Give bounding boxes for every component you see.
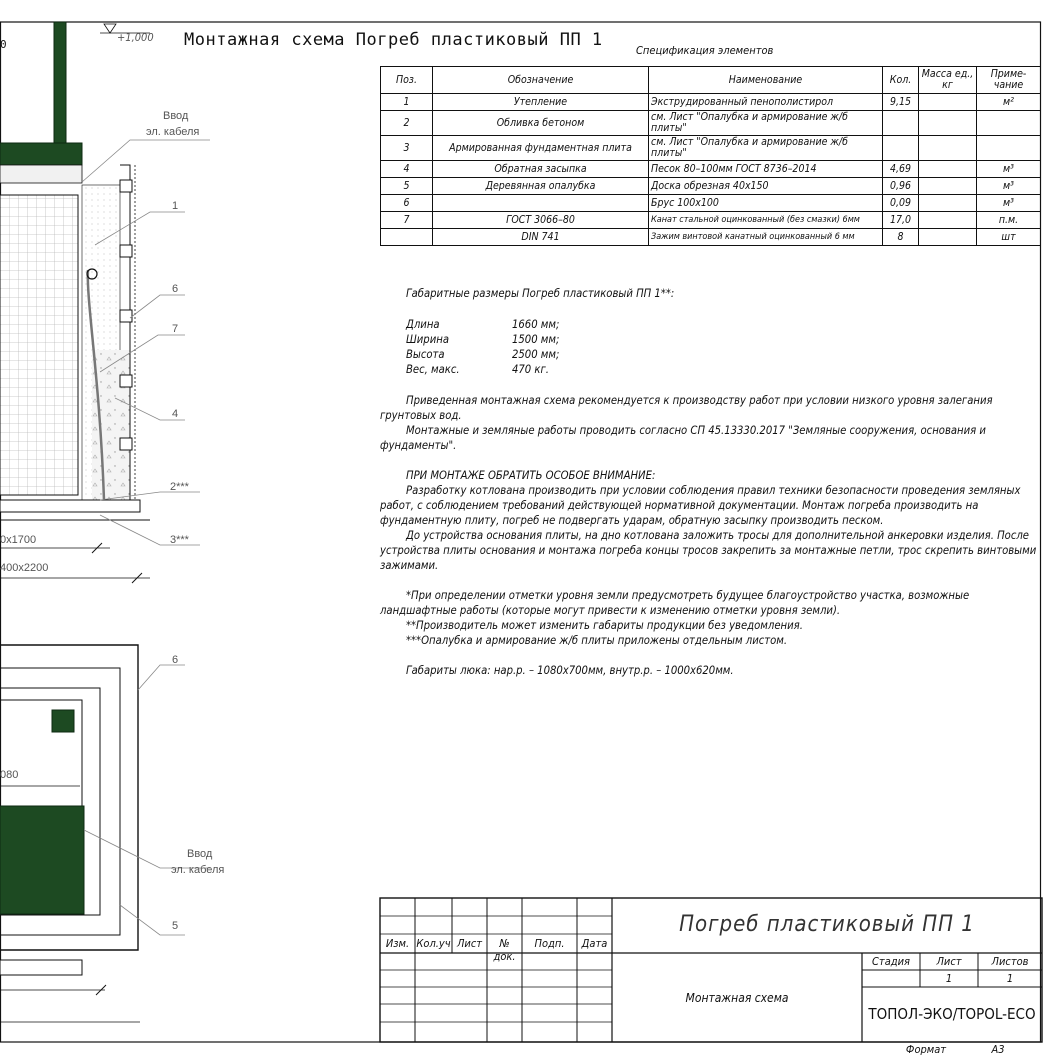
dims-key: Длина (406, 318, 440, 331)
spec-qty (883, 136, 919, 161)
spec-name: Зажим винтовой канатный оцинкованный 6 мм (649, 229, 883, 246)
dims-item (406, 347, 1040, 362)
dims-list (406, 317, 1040, 377)
dims-key: Вес, макс. (406, 363, 460, 376)
level-mark: +1,000 (117, 31, 154, 44)
spec-pos: 2 (381, 111, 433, 136)
spec-qty: 17,0 (883, 212, 919, 229)
label-cable: эл. кабеля (146, 126, 200, 138)
stamp-head: Дата (581, 937, 608, 950)
spec-code: Обратная засыпка (433, 161, 649, 178)
spec-name: Экструдированный пенополистирол (649, 94, 883, 111)
sheet-header: Лист (936, 955, 962, 968)
spec-note (977, 136, 1041, 161)
vent-pipe-plan (52, 710, 74, 732)
note-paragraph: Разработку котлована производить при условии соблюдения правил техники безопасности проведения земляных работ, с соблюдением требований действующей нормативной документации. Монтаж погреба производить на фундаментную плиту, погреб не подвергать ударам, обратную засыпку производить песком. (380, 484, 1021, 527)
hatch-dimensions: Габариты люка: нар.р. – 1080х700мм, внутр.р. – 1000х620мм. (406, 664, 734, 677)
spec-mass (919, 111, 977, 136)
stamp-head: Кол.уч (416, 937, 451, 950)
spec-pos: 5 (381, 178, 433, 195)
spec-header: Масса ед., кг (919, 67, 977, 94)
spec-mass (919, 178, 977, 195)
section-view (0, 22, 210, 583)
dims-value: 2500 мм; (512, 348, 560, 361)
footnote: ***Опалубка и армирование ж/б плиты приложены отдельным листом. (406, 634, 788, 647)
callout-3: 3*** (170, 534, 189, 546)
sand-backfill (92, 350, 130, 500)
stamp-head: Изм. (385, 937, 410, 950)
spec-code: DIN 741 (433, 229, 649, 246)
spec-row (381, 195, 1041, 212)
sheet-title: Монтажная схема (685, 991, 789, 1005)
spec-row (381, 136, 1041, 161)
spec-note: м³ (977, 195, 1041, 212)
spec-qty: 9,15 (883, 94, 919, 111)
vent-pipe (54, 22, 66, 144)
spec-name: см. Лист "Опалубка и армирование ж/б плиты" (649, 136, 883, 161)
cellar-body (0, 195, 78, 495)
spec-pos (381, 229, 433, 246)
spec-note: шт (977, 229, 1041, 246)
spec-note: м³ (977, 178, 1041, 195)
spec-code: Утепление (433, 94, 649, 111)
dims-key: Ширина (406, 333, 449, 346)
spec-header: Наименование (649, 67, 883, 94)
spec-header: Обозначение (433, 67, 649, 94)
spec-mass (919, 212, 977, 229)
callout-6: 6 (172, 283, 179, 295)
spec-mass (919, 161, 977, 178)
spec-row (381, 161, 1041, 178)
dims-value: 1660 мм; (512, 318, 560, 331)
stamp-head: № док. (493, 937, 516, 963)
format-value: А3 (991, 1043, 1005, 1056)
callout-5-plan: 5 (172, 920, 179, 932)
footnote: **Производитель может изменить габариты продукции без уведомления. (406, 619, 803, 632)
spec-name: Песок 80–100мм ГОСТ 8736–2014 (649, 161, 883, 178)
spec-qty: 0,09 (883, 195, 919, 212)
spec-code: Армированная фундаментная плита (433, 136, 649, 161)
spec-qty (883, 111, 919, 136)
spec-pos: 1 (381, 94, 433, 111)
spec-pos: 7 (381, 212, 433, 229)
spec-qty: 0,96 (883, 178, 919, 195)
organization: ТОПОЛ-ЭКО/TOPOL-ECO (868, 1005, 1036, 1023)
spec-mass (919, 229, 977, 246)
dims-item (406, 362, 1040, 377)
sheet-number: 1 (945, 972, 953, 985)
spec-header: Кол. (883, 67, 919, 94)
dim-label-1: 0x1700 (0, 534, 37, 546)
callout-7: 7 (172, 323, 179, 335)
footnote: *При определении отметки уровня земли предусмотреть будущее благоустройство участка, возможные ландшафтные работы (которые могут привести к изменению отметки уровня земли). (380, 589, 970, 617)
label-vvod-plan: Ввод (187, 848, 213, 860)
spec-code: Деревянная опалубка (433, 178, 649, 195)
spec-mass (919, 195, 977, 212)
label-cable-plan: эл. кабеля (171, 864, 225, 876)
note-paragraph: Приведенная монтажная схема рекомендуется к производству работ при условии низкого уровня залегания грунтовых вод. (380, 394, 993, 422)
spec-note: м² (977, 94, 1041, 111)
label-vvod: Ввод (163, 110, 189, 122)
dims-key: Высота (406, 348, 445, 361)
spec-code: ГОСТ 3066–80 (433, 212, 649, 229)
spec-pos: 3 (381, 136, 433, 161)
attention-heading: ПРИ МОНТАЖЕ ОБРАТИТЬ ОСОБОЕ ВНИМАНИЕ: (406, 469, 656, 482)
callout-4: 4 (172, 408, 179, 420)
spec-header: Поз. (381, 67, 433, 94)
spec-note: п.м. (977, 212, 1041, 229)
note-paragraph: До устройства основания плиты, на дно котлована заложить тросы для дополнительной анкеровки изделия. После устройства плиты основания и монтажа погреба концы тросов закрепить за монтажные петли, трос скрепить винтовыми зажимами. (380, 529, 1037, 572)
dims-value: 470 кг. (512, 363, 549, 376)
spec-pos: 4 (381, 161, 433, 178)
dims-value: 1500 мм; (512, 333, 560, 346)
dims-item (406, 317, 1040, 332)
dim-label-3: 080 (0, 769, 19, 781)
stage-header: Стадия (872, 955, 910, 968)
stamp-head: Лист (456, 937, 483, 950)
note-paragraph: Монтажные и земляные работы проводить согласно СП 45.13330.2017 "Земляные сооружения, основания и фундаменты". (380, 424, 986, 452)
spec-qty: 4,69 (883, 161, 919, 178)
sheets-count: 1 (1006, 972, 1014, 985)
page-title: Монтажная схема Погреб пластиковый ПП 1 (184, 30, 603, 50)
stamp-head: Подп. (534, 937, 565, 950)
spec-qty: 8 (883, 229, 919, 246)
spec-row (381, 178, 1041, 195)
spec-code (433, 195, 649, 212)
spec-name: Доска обрезная 40х150 (649, 178, 883, 195)
plan-view (0, 645, 213, 1022)
spec-name: см. Лист "Опалубка и армирование ж/б плиты" (649, 111, 883, 136)
dim-label-2: 400x2200 (0, 562, 49, 574)
spec-row (381, 212, 1041, 229)
spec-caption: Спецификация элементов (636, 44, 774, 57)
spec-table (380, 66, 1041, 246)
spec-note: м³ (977, 161, 1041, 178)
spec-mass (919, 94, 977, 111)
spec-name: Брус 100х100 (649, 195, 883, 212)
sheets-header: Листов (991, 955, 1029, 968)
hatch-lid (0, 143, 82, 165)
foundation-slab (0, 500, 140, 512)
spec-row (381, 94, 1041, 111)
spec-note (977, 111, 1041, 136)
format-label: Формат (905, 1043, 947, 1056)
callout-1: 1 (172, 200, 179, 212)
spec-header: Приме-чание (977, 67, 1041, 94)
notes-block (380, 286, 1040, 678)
spec-row (381, 111, 1041, 136)
spec-name: Канат стальной оцинкованный (без смазки) 6мм (649, 212, 883, 229)
spec-mass (919, 136, 977, 161)
callout-2: 2*** (170, 481, 189, 493)
product-name: Погреб пластиковый ПП 1 (679, 912, 975, 937)
spec-pos: 6 (381, 195, 433, 212)
hatch-lid-plan (0, 806, 84, 914)
spec-header-row (381, 67, 1041, 94)
dims-title: Габаритные размеры Погреб пластиковый ПП 1**: (406, 287, 675, 300)
callout-6-plan: 6 (172, 654, 179, 666)
dims-item (406, 332, 1040, 347)
spec-code: Обливка бетоном (433, 111, 649, 136)
spec-row (381, 229, 1041, 246)
top-left-dim: 0 (0, 38, 7, 51)
